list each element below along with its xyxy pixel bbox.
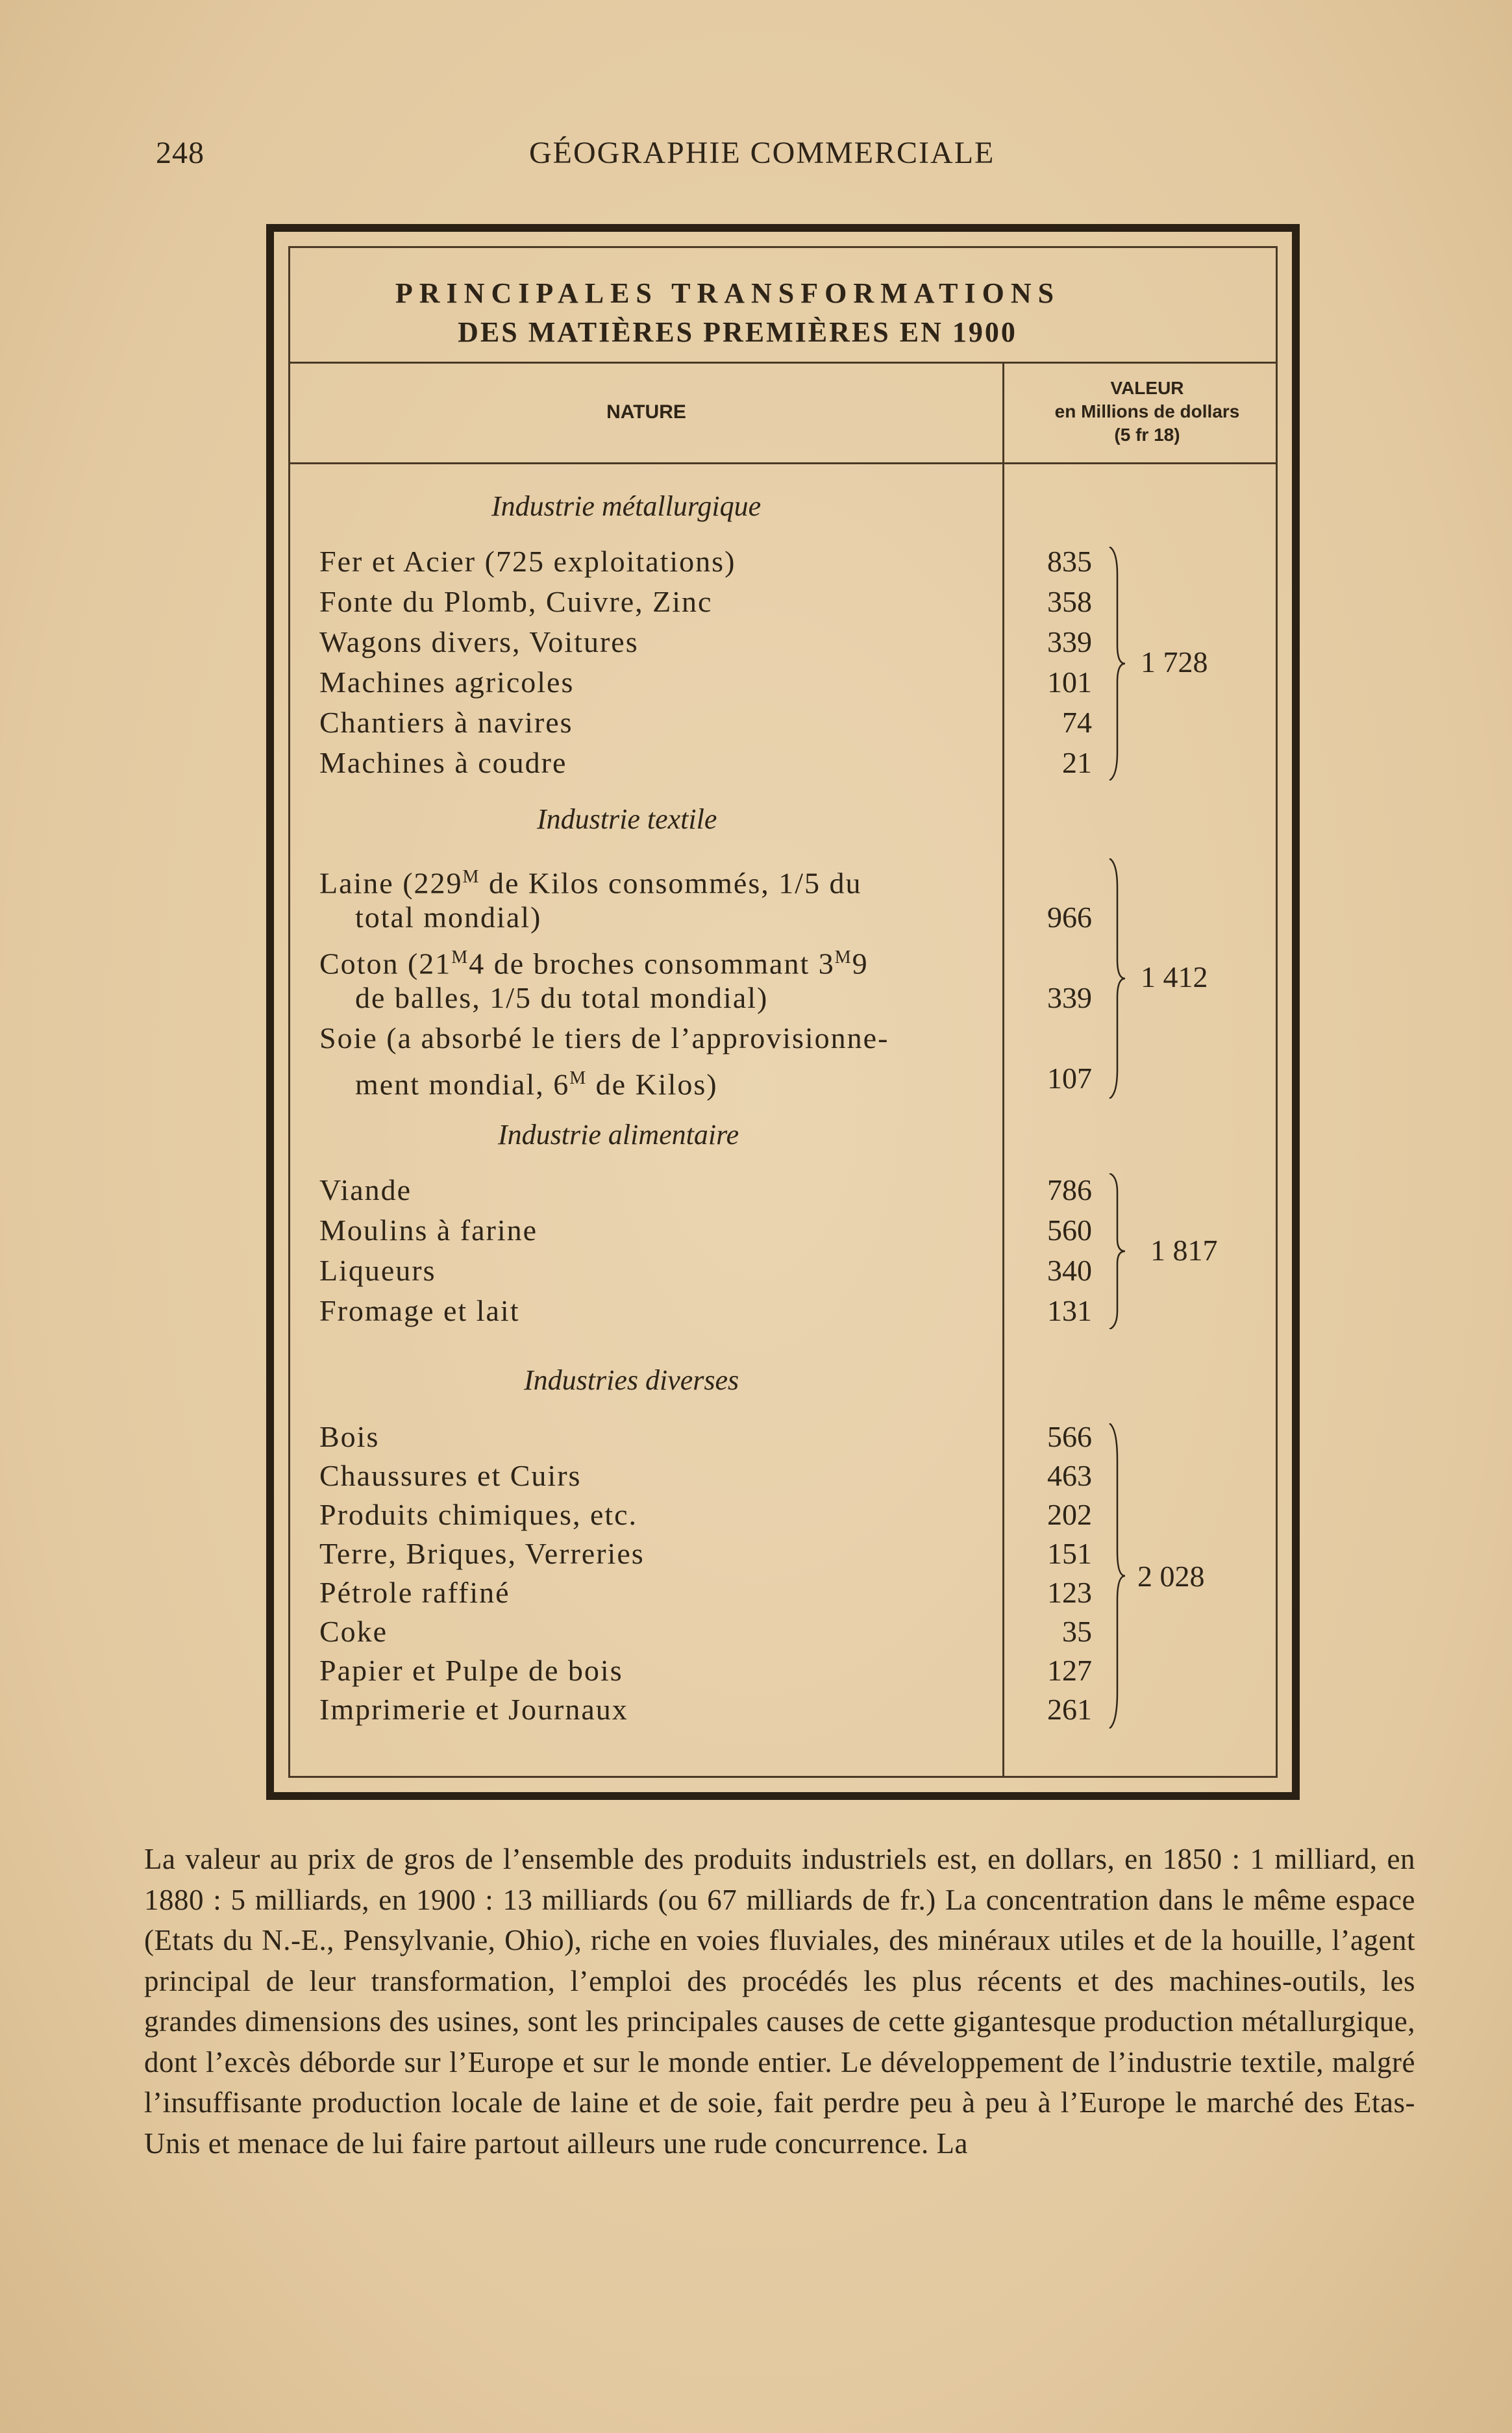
- section-total: 1 817: [1150, 1234, 1218, 1267]
- table-row: Moulins à farine: [319, 1214, 538, 1247]
- valeur-line3: (5 fr 18): [1114, 425, 1180, 445]
- table-inner-border: [288, 246, 1278, 1778]
- body-paragraph: La valeur au prix de gros de l’ensemble des produits industriels est, en dollars, en 1850 : 1 milliard, en 1880 : 5 milliards, en 1900 : 13 milliards (ou 67 milliards de fr.) La concentration dans le même espace (Etats du N.-E., Pensylvanie, Ohio), riche en voies fluviales, des minéraux utiles et de la houille, l’agent principal de leur transformation, l’emploi des procédés les plus récents et des machines-outils, les grandes dimensions des usines, sont les principales causes de cette gigantesque production métallurgique, dont l’excès déborde sur l’Europe et sur le monde entier. Le développement de l’industrie textile, malgré l’insuffisante production locale de laine et de soie, fait perdre peu à peu à l’Europe le marché des Etas-Unis et menace de lui faire partout ailleurs une rude concurrence. La: [144, 1843, 1415, 2160]
- column-header-valeur: [1004, 377, 1290, 447]
- table-row: Wagons divers, Voitures: [319, 625, 639, 658]
- header-bottom-rule: [290, 462, 1276, 464]
- row-value: 566: [1047, 1420, 1092, 1453]
- running-header: [156, 135, 1376, 181]
- table-row-continued: total mondial): [355, 901, 542, 934]
- column-header-nature: NATURE: [606, 401, 686, 423]
- header-top-rule: [290, 362, 1276, 364]
- table-row: Imprimerie et Journaux: [319, 1693, 628, 1726]
- section-total: 2 028: [1137, 1560, 1205, 1593]
- row-value: 340: [1047, 1254, 1092, 1287]
- table-row: Coton ($21^M4$ de broches consommant $3^M9$: [319, 947, 869, 980]
- row-value: 131: [1047, 1294, 1092, 1327]
- section-total: 1 412: [1141, 960, 1208, 993]
- table-row: Fer et Acier (725 exploitations): [319, 545, 736, 578]
- row-value: 786: [1047, 1173, 1092, 1206]
- row-value: 560: [1047, 1214, 1092, 1247]
- valeur-line2: en Millions de dollars: [1054, 401, 1240, 421]
- statistics-table: [266, 224, 1300, 1800]
- section-title-textile: Industrie textile: [537, 803, 717, 835]
- table-row: Terre, Briques, Verreries: [319, 1537, 645, 1570]
- table-title: [290, 274, 1276, 352]
- table-row: Soie (a absorbé le tiers de l’approvisionne-: [319, 1021, 889, 1054]
- table-row: Machines à coudre: [319, 746, 567, 779]
- table-row: Chaussures et Cuirs: [319, 1459, 582, 1492]
- valeur-line1: VALEUR: [1110, 378, 1184, 398]
- brace-icon: [1108, 858, 1128, 1099]
- running-title: GÉOGRAPHIE COMMERCIALE: [529, 136, 995, 170]
- row-value: 261: [1047, 1693, 1092, 1726]
- row-value: 101: [1047, 666, 1092, 699]
- row-value: 21: [1062, 746, 1092, 779]
- row-value: 339: [1047, 625, 1092, 658]
- row-value: 127: [1047, 1654, 1092, 1687]
- table-row: Fromage et lait: [319, 1294, 520, 1327]
- row-value: 339: [1047, 981, 1092, 1014]
- page-number: 248: [156, 136, 204, 170]
- row-value: 123: [1047, 1576, 1092, 1609]
- table-row: Chantiers à navires: [319, 706, 573, 739]
- brace-icon: [1108, 1173, 1128, 1329]
- row-value: 151: [1047, 1537, 1092, 1570]
- section-title-diverses: Industries diverses: [524, 1364, 739, 1396]
- table-row: Fonte du Plomb, Cuivre, Zinc: [319, 585, 713, 618]
- table-title-line1: PRINCIPALES TRANSFORMATIONS: [395, 277, 1061, 309]
- table-row: Coke: [319, 1615, 388, 1648]
- column-divider: [1002, 362, 1004, 1776]
- table-row-continued: de balles, 1/5 du total mondial): [355, 981, 769, 1014]
- row-value: 35: [1062, 1615, 1092, 1648]
- table-row: Produits chimiques, etc.: [319, 1498, 638, 1531]
- table-row: Pétrole raffiné: [319, 1576, 510, 1609]
- table-row: Viande: [319, 1173, 412, 1206]
- row-value: 107: [1047, 1062, 1092, 1095]
- table-row: Machines agricoles: [319, 666, 575, 699]
- brace-icon: [1108, 547, 1128, 780]
- row-value: 202: [1047, 1498, 1092, 1531]
- row-value: 835: [1047, 545, 1092, 578]
- row-value: 463: [1047, 1459, 1092, 1492]
- table-title-line2: DES MATIÈRES PREMIÈRES EN 1900: [458, 316, 1017, 348]
- row-value: 358: [1047, 585, 1092, 618]
- table-row: Laine ($229^M$ de Kilos consommés, 1/5 du: [319, 866, 862, 900]
- row-value: 966: [1047, 901, 1092, 934]
- table-row: Bois: [319, 1420, 380, 1453]
- brace-icon: [1108, 1423, 1128, 1728]
- row-value: 74: [1062, 706, 1092, 739]
- table-row: Liqueurs: [319, 1254, 436, 1287]
- section-title-metallurgie: Industrie métallurgique: [491, 490, 762, 522]
- table-row-continued: ment mondial, $6^M$ de Kilos): [355, 1067, 718, 1101]
- section-total: 1 728: [1141, 645, 1208, 679]
- section-title-alimentaire: Industrie alimentaire: [498, 1119, 739, 1151]
- table-row: Papier et Pulpe de bois: [319, 1654, 623, 1687]
